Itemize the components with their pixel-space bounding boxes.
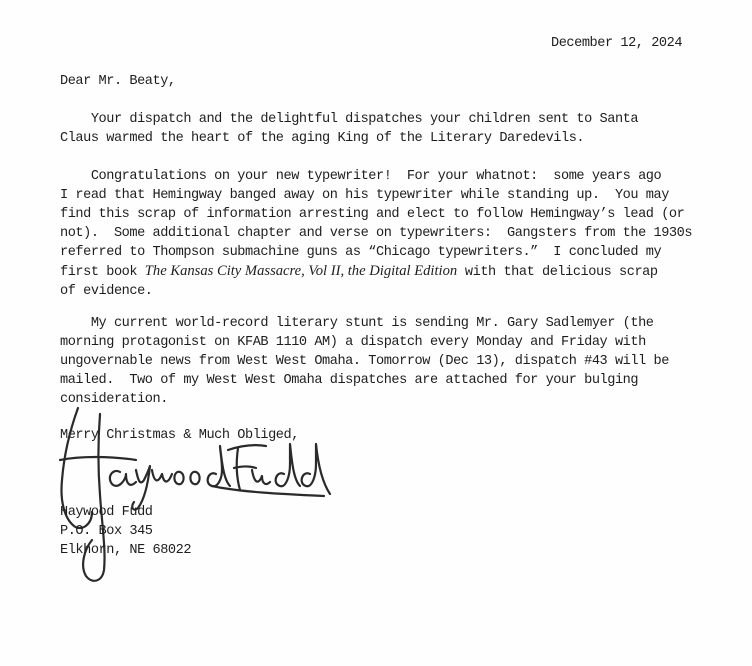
salutation: Dear Mr. Beaty, <box>60 74 176 89</box>
book-title: The Kansas City Massacre, Vol II, the Digital Edition <box>144 263 458 279</box>
paragraph-line: of evidence. <box>60 284 153 299</box>
paragraph-line: Your dispatch and the delightful dispatches your children sent to Santa <box>60 112 639 127</box>
letter-date: December 12, 2024 <box>551 36 683 51</box>
sender-address-line-2: Elkhorn, NE 68022 <box>60 543 192 558</box>
sender-name: Haywood Fudd <box>60 505 153 520</box>
paragraph-line: My current world-record literary stunt is sending Mr. Gary Sadlemyer (the <box>60 316 654 331</box>
paragraph-line: referred to Thompson submachine guns as “Chicago typewriters.” I concluded my <box>60 245 662 260</box>
paragraph-line: I read that Hemingway banged away on his typewriter while standing up. You may <box>60 188 669 203</box>
paragraph-text: first book <box>60 265 145 280</box>
paragraph-line <box>60 262 700 282</box>
paragraph-line: consideration. <box>60 392 168 407</box>
paragraph-3 <box>60 314 700 409</box>
paragraph-line: morning protagonist on KFAB 1110 AM) a dispatch every Monday and Friday with <box>60 335 646 350</box>
paragraph-2 <box>60 167 700 301</box>
paragraph-line: ungovernable news from West West Omaha. Tomorrow (Dec 13), dispatch #43 will be <box>60 354 669 369</box>
paragraph-line: not). Some additional chapter and verse on typewriters: Gangsters from the 1930s <box>60 226 693 241</box>
paragraph-text: with that delicious scrap <box>457 265 658 280</box>
paragraph-line: Congratulations on your new typewriter! For your whatnot: some years ago <box>60 169 662 184</box>
paragraph-1 <box>60 110 700 148</box>
sender-address-line-1: P.O. Box 345 <box>60 524 153 539</box>
paragraph-line: mailed. Two of my West West Omaha dispatches are attached for your bulging <box>60 373 639 388</box>
closing: Merry Christmas & Much Obliged, <box>60 428 299 443</box>
paragraph-line: find this scrap of information arresting and elect to follow Hemingway’s lead (or <box>60 207 685 222</box>
paragraph-line: Claus warmed the heart of the aging King of the Literary Daredevils. <box>60 131 585 146</box>
handwritten-signature <box>40 400 340 590</box>
